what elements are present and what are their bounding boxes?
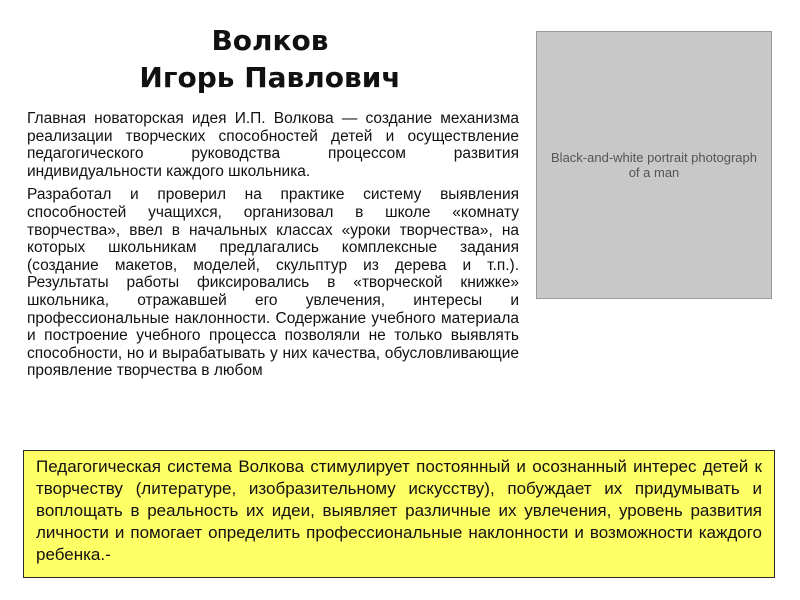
biography-text (27, 110, 519, 455)
portrait-photo: Black-and-white portrait photograph of a man (536, 31, 772, 299)
page-title (60, 22, 480, 96)
title-surname: Волков (211, 24, 329, 57)
bio-paragraph-system: Разработал и проверил на практике систему выявления способностей учащихся, организовал в школе «комнату творчества», ввел в начальных классах «уроки творчества», на которых школьникам предлагались комплексные задания (создание макетов, моделей, скульптур из дерева и т.п.). Результаты работы фиксировались в «творческой книжке» школьника, отражавшей его увлечения, интересы и профессиональные наклонности. Содержание учебного материала и построение учебного процесса позволяли не только выявлять способности, но и вырабатывать у них качества, обусловливающие проявление творчества в любом (27, 186, 519, 380)
title-given-names: Игорь Павлович (139, 61, 401, 94)
callout-text: Педагогическая система Волкова стимулирует постоянный и осознанный интерес детей к творчеству (литературе, изобразительному искусству), побуждает их придумывать и воплощать в реальность их идеи, выявляет различные их увлечения, уровень развития личности и помогает определить профессиональные наклонности и возможности каждого ребенка.- (36, 457, 762, 564)
bio-paragraph-main-idea: Главная новаторская идея И.П. Волкова — создание механизма реализации творческих способностей детей и осуществление педагогического руководства процессом развития индивидуальности каждого школьника. (27, 110, 519, 180)
summary-callout (23, 450, 775, 578)
